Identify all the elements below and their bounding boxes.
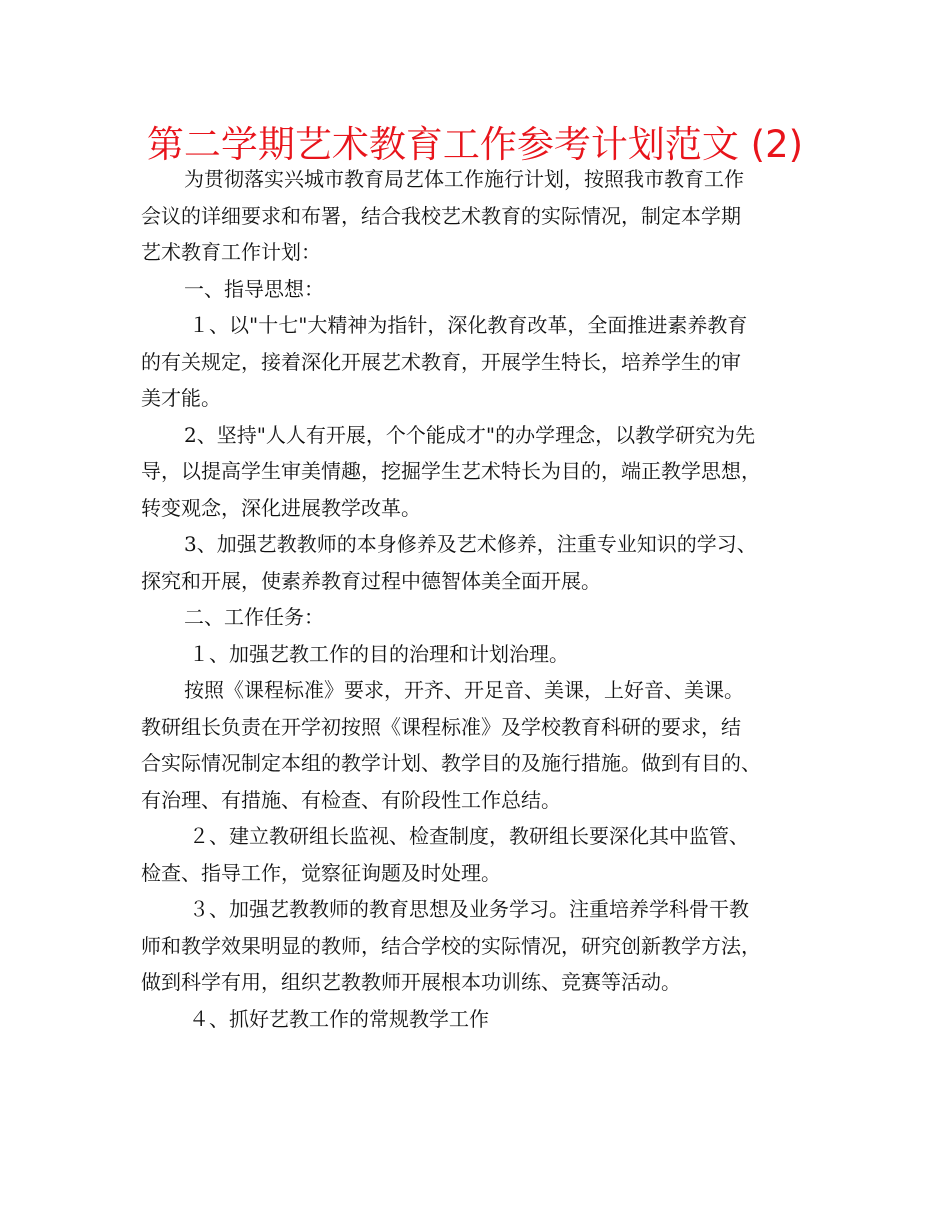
paragraph-line: ４、抓好艺教工作的常规教学工作 [189,1006,489,1031]
section-heading: 一、指导思想： [184,276,324,301]
paragraph-line: 按照《课程标准》要求，开齐、开足音、美课，上好音、美课。 [184,678,744,702]
document-body [141,161,841,1037]
paragraph-line: 3、加强艺教教师的本身修养及艺术修养，注重专业知识的学习、 [184,532,757,556]
paragraph-line: 会议的详细要求和布署，结合我校艺术教育的实际情况，制定本学期 [141,203,741,228]
paragraph-line: 检查、指导工作，觉察征询题及时处理。 [141,860,501,885]
section-heading: 二、工作任务： [184,605,324,629]
paragraph-line: 做到科学有用，组织艺教教师开展根本功训练、竞赛等活动。 [141,970,681,994]
paragraph-line: 有治理、有措施、有检查、有阶段性工作总结。 [141,787,561,812]
paragraph-line: 导，以提高学生审美情趣，挖掘学生艺术特长为目的，端正教学思想， [141,459,761,483]
paragraph-line: 2、坚持"人人有开展，个个能成才"的办学理念，以教学研究为先 [184,422,756,447]
paragraph-line: ２、建立教研组长监视、检查制度，教研组长要深化其中监管、 [189,824,749,848]
paragraph-line: 师和教学效果明显的教师，结合学校的实际情况，研究创新教学方法， [141,933,761,958]
paragraph-line: 转变观念，深化进展教学改革。 [141,495,421,520]
paragraph-line: 艺术教育工作计划： [141,240,321,264]
paragraph-line: 为贯彻落实兴城市教育局艺体工作施行计划，按照我市教育工作 [184,167,744,191]
paragraph-line: 探究和开展，使素养教育过程中德智体美全面开展。 [141,568,601,593]
paragraph-line: 教研组长负责在开学初按照《课程标准》及学校教育科研的要求，结 [141,714,741,739]
paragraph-line: １、加强艺教工作的目的治理和计划治理。 [189,641,569,666]
paragraph-line: 的有关规定，接着深化开展艺术教育，开展学生特长，培养学生的审 [141,349,741,374]
paragraph-line: １、以"十七"大精神为指针，深化教育改革，全面推进素养教育 [189,313,748,337]
document-title: 第二学期艺术教育工作参考计划范文 (2) [146,123,804,166]
paragraph-line: ３、加强艺教教师的教育思想及业务学习。注重培养学科骨干教 [189,897,749,921]
paragraph-line: 合实际情况制定本组的教学计划、教学目的及施行措施。做到有目的、 [141,751,761,775]
paragraph-line: 美才能。 [141,386,221,410]
